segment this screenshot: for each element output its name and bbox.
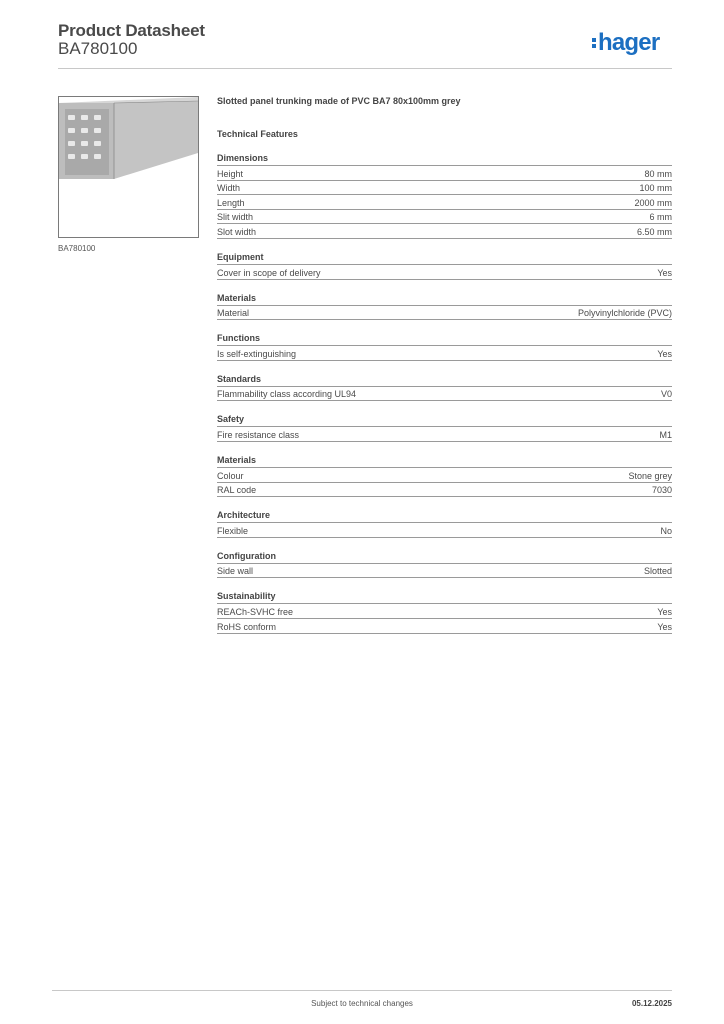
spec-row [217,166,672,181]
spec-row [217,523,672,538]
spec-row [217,427,672,442]
section-title: Sustainability [217,591,672,604]
spec-label: Material [217,308,250,319]
spec-value: 6 mm [649,212,672,223]
spec-section [217,510,672,538]
image-caption: BA780100 [58,244,96,253]
spec-section [217,591,672,633]
spec-row [217,181,672,196]
technical-features-heading: Technical Features [217,129,298,139]
section-title: Materials [217,293,672,306]
spec-row [217,265,672,280]
footer-divider [52,990,672,991]
hager-logo [592,29,659,57]
spec-section [217,293,672,321]
spec-label: Height [217,168,244,179]
spec-value: Polyvinylchloride (PVC) [577,308,672,319]
product-description: Slotted panel trunking made of PVC BA7 80x100mm grey [217,96,461,106]
spec-section [217,333,672,361]
spec-label: REACh-SVHC free [217,606,294,617]
feature-sections [217,153,672,634]
footer-note: Subject to technical changes [311,999,413,1008]
spec-row [217,483,672,498]
spec-row [217,387,672,402]
spec-value: Yes [657,267,672,278]
spec-label: Is self-extinguishing [217,348,297,359]
section-title: Configuration [217,551,672,564]
spec-row [217,604,672,619]
spec-value: 6.50 mm [636,226,672,237]
spec-section [217,374,672,402]
spec-label: Cover in scope of delivery [217,267,321,278]
section-title: Dimensions [217,153,672,166]
section-title: Functions [217,333,672,346]
spec-section [217,414,672,442]
spec-section [217,455,672,497]
spec-section [217,252,672,280]
spec-row [217,468,672,483]
spec-value: 7030 [651,485,672,496]
spec-value: Stone grey [628,470,672,481]
logo-dots-icon [592,38,596,48]
spec-value: V0 [660,389,672,400]
section-title: Equipment [217,252,672,265]
spec-value: No [660,525,672,536]
spec-label: Colour [217,470,244,481]
spec-value: M1 [659,429,672,440]
section-title: Standards [217,374,672,387]
spec-value: Slotted [643,566,672,577]
spec-label: RoHS conform [217,621,277,632]
spec-label: Fire resistance class [217,429,300,440]
header-divider [58,68,672,69]
spec-value: 100 mm [639,183,672,194]
spec-value: Yes [657,606,672,617]
page-title: Product Datasheet [58,21,205,40]
spec-label: RAL code [217,485,257,496]
spec-value: 80 mm [644,168,672,179]
footer-date: 05.12.2025 [631,999,672,1008]
spec-row [217,224,672,239]
spec-row [217,346,672,361]
section-title: Safety [217,414,672,427]
spec-value: Yes [657,348,672,359]
product-reference: BA780100 [58,39,138,58]
section-title: Architecture [217,510,672,523]
spec-row [217,306,672,321]
cable-trunking-image [58,96,199,238]
spec-label: Flammability class according UL94 [217,389,357,400]
specifications-panel [217,90,672,634]
spec-label: Side wall [217,566,254,577]
spec-section [217,153,672,239]
spec-label: Length [217,197,245,208]
spec-label: Width [217,183,241,194]
spec-row [217,619,672,634]
spec-row [217,564,672,579]
spec-label: Slot width [217,226,257,237]
spec-row [217,210,672,225]
spec-label: Flexible [217,525,249,536]
section-title: Materials [217,455,672,468]
logo-text: hager [598,29,660,56]
spec-section [217,551,672,579]
spec-row [217,195,672,210]
spec-label: Slit width [217,212,254,223]
spec-value: 2000 mm [634,197,672,208]
spec-value: Yes [657,621,672,632]
